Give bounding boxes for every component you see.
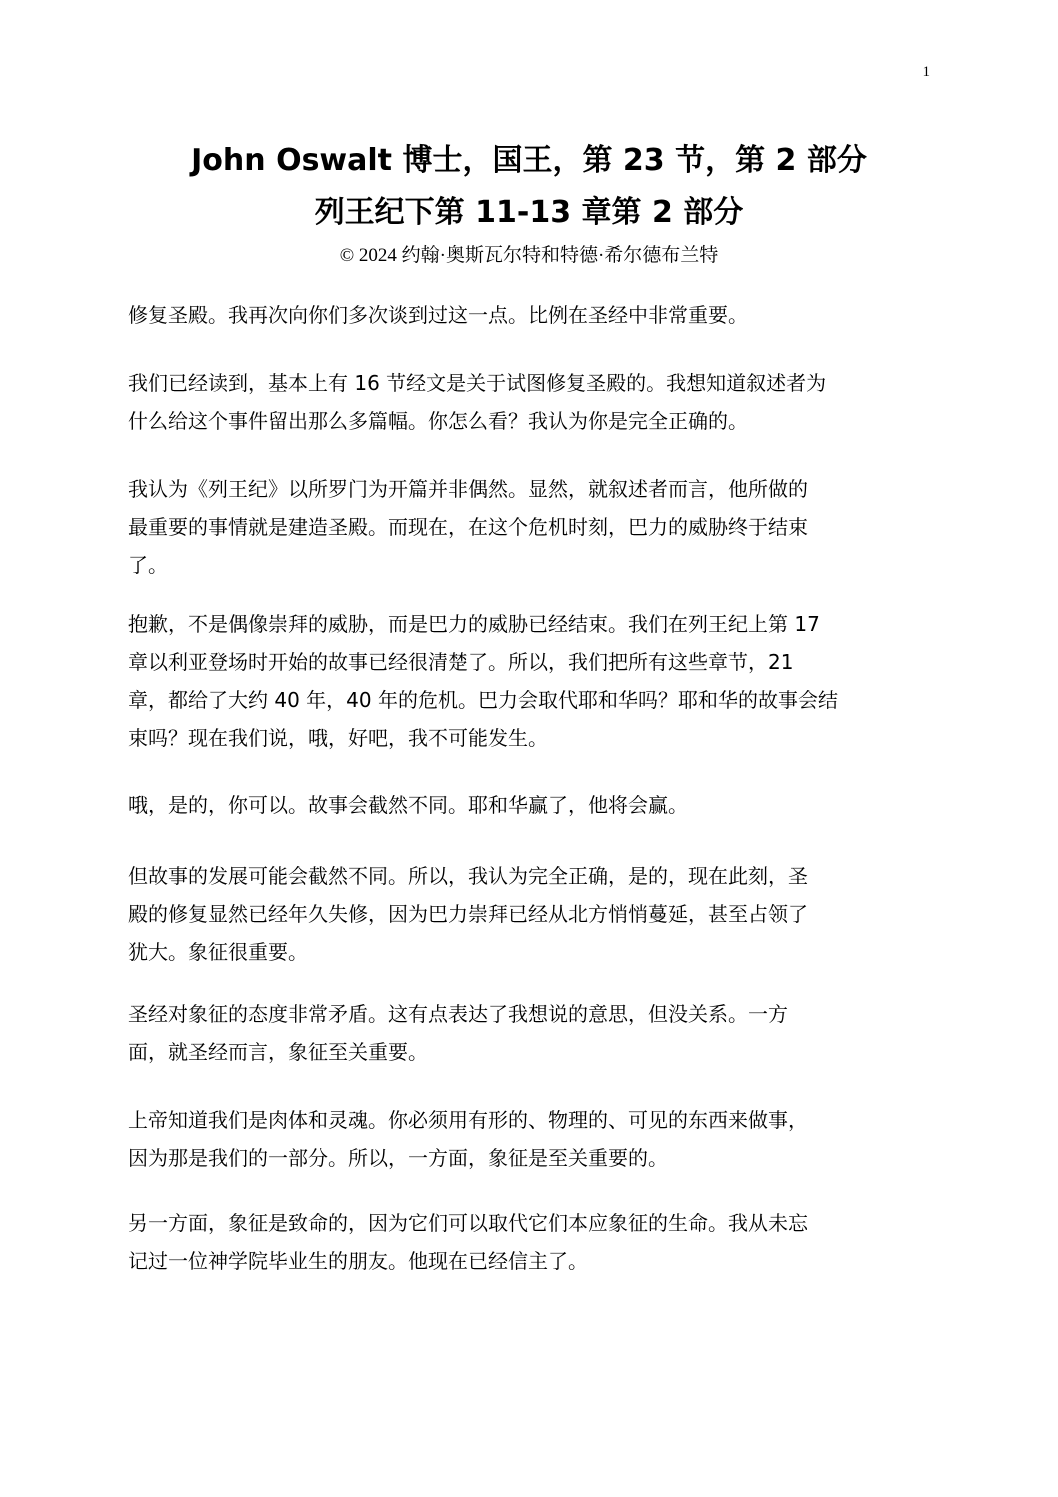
title-line-1: John Oswalt 博士，国王，第 23 节，第 2 部分	[191, 143, 867, 178]
paragraph-line: 上帝知道我们是肉体和灵魂。你必须用有形的、物理的、可见的东西来做事，	[128, 1108, 808, 1132]
paragraph	[128, 1204, 928, 1280]
paragraph-line: 束吗？现在我们说，哦，好吧，我不可能发生。	[128, 726, 548, 750]
paragraph-line: 因为那是我们的一部分。所以，一方面，象征是至关重要的。	[128, 1146, 668, 1170]
paragraph-line: 最重要的事情就是建造圣殿。而现在，在这个危机时刻，巴力的威胁终于结束	[128, 515, 808, 539]
paragraph-line: 另一方面，象征是致命的，因为它们可以取代它们本应象征的生命。我从未忘	[128, 1211, 808, 1235]
paragraph-line: 什么给这个事件留出那么多篇幅。你怎么看？我认为你是完全正确的。	[128, 409, 748, 433]
paragraph-line: 记过一位神学院毕业生的朋友。他现在已经信主了。	[128, 1249, 588, 1273]
paragraph-line: 修复圣殿。我再次向你们多次谈到过这一点。比例在圣经中非常重要。	[128, 303, 748, 327]
paragraph-line: 我认为《列王纪》以所罗门为开篇并非偶然。显然，就叙述者而言，他所做的	[128, 477, 808, 501]
paragraph-line: 章，都给了大约 40 年，40 年的危机。巴力会取代耶和华吗？耶和华的故事会结	[128, 688, 838, 712]
paragraph-line: 犹大。象征很重要。	[128, 940, 308, 964]
paragraph-line: 殿的修复显然已经年久失修，因为巴力崇拜已经从北方悄悄蔓延，甚至占领了	[128, 902, 808, 926]
paragraph-line: 抱歉，不是偶像崇拜的威胁，而是巴力的威胁已经结束。我们在列王纪上第 17	[128, 612, 820, 636]
paragraph	[128, 995, 928, 1071]
paragraph-line: 哦，是的，你可以。故事会截然不同。耶和华赢了，他将会赢。	[128, 793, 688, 817]
page-number: 1	[922, 64, 930, 80]
paragraph	[128, 364, 928, 440]
paragraph	[128, 470, 928, 584]
paragraph	[128, 605, 928, 757]
paragraph-line: 但故事的发展可能会截然不同。所以，我认为完全正确，是的，现在此刻，圣	[128, 864, 808, 888]
paragraph	[128, 296, 928, 334]
paragraph-line: 圣经对象征的态度非常矛盾。这有点表达了我想说的意思，但没关系。一方	[128, 1002, 788, 1026]
copyright-notice: © 2024 约翰·奥斯瓦尔特和特德·希尔德布兰特	[339, 245, 719, 266]
title-line-2: 列王纪下第 11-13 章第 2 部分	[314, 195, 744, 230]
paragraph	[128, 786, 928, 824]
paragraph-line: 我们已经读到，基本上有 16 节经文是关于试图修复圣殿的。我想知道叙述者为	[128, 371, 827, 395]
paragraph-line: 章以利亚登场时开始的故事已经很清楚了。所以，我们把所有这些章节，21	[128, 650, 794, 674]
paragraph-line: 面，就圣经而言，象征至关重要。	[128, 1040, 428, 1064]
paragraph-line: 了。	[128, 553, 168, 577]
paragraph	[128, 1101, 928, 1177]
paragraph	[128, 857, 928, 971]
